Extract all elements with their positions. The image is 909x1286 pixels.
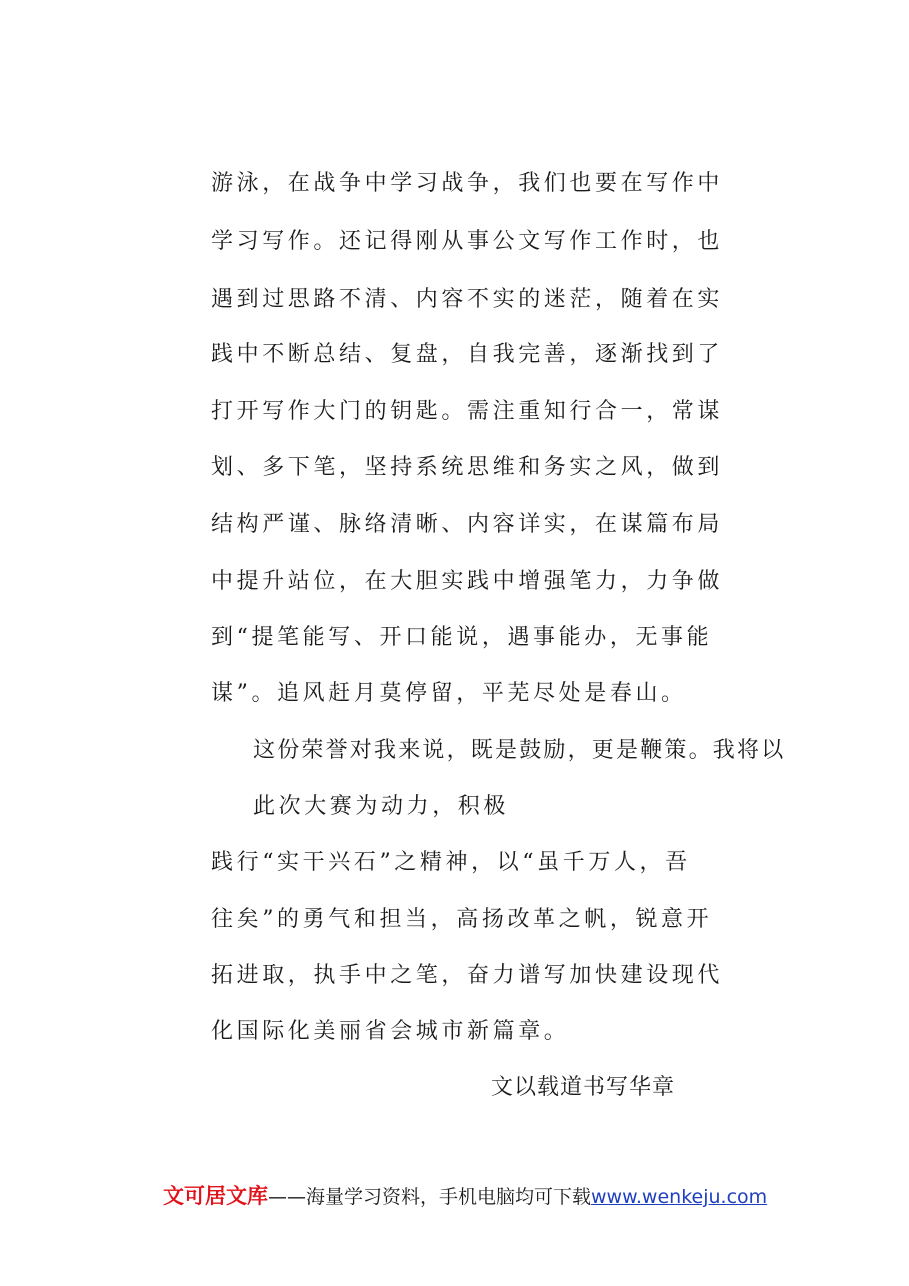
body-line-11: 这份荣誉对我来说，既是鼓励，更是鞭策。我将以 [253, 738, 786, 763]
body-line-14: 往矣”的勇气和担当，高扬改革之帆，锐意开 [211, 907, 713, 932]
body-line-12: 此次大赛为动力，积极 [253, 794, 510, 819]
footer-slogan: ——海量学习资料，手机电脑均可下载 [268, 1186, 592, 1208]
footer-banner [163, 1181, 767, 1212]
body-line-13: 践行“实干兴石”之精神，以“虽千万人，吾 [211, 850, 691, 875]
body-line-3: 遇到过思路不清、内容不实的迷茫，随着在实 [211, 287, 724, 312]
body-line-10: 谋”。追风赶月莫停留，平芜尽处是春山。 [211, 681, 687, 706]
body-line-8: 中提升站位，在大胆实践中增强笔力，力争做 [211, 569, 724, 594]
body-line-15: 拓进取，执手中之笔，奋力谱写加快建设现代 [211, 963, 724, 988]
body-line-9: 到“提笔能写、开口能说，遇事能办，无事能 [211, 625, 713, 650]
body-line-5: 打开写作大门的钥匙。需注重知行合一，常谋 [211, 399, 724, 424]
footer-brand: 文可居文库 [163, 1184, 268, 1208]
signature: 文以载道书写华章 [491, 1075, 676, 1100]
body-line-7: 结构严谨、脉络清晰、内容详实，在谋篇布局 [211, 512, 724, 537]
body-line-4: 践中不断总结、复盘，自我完善，逐渐找到了 [211, 342, 724, 367]
body-line-16: 化国际化美丽省会城市新篇章。 [211, 1019, 570, 1044]
body-line-2: 学习写作。还记得刚从事公文写作工作时，也 [211, 229, 724, 254]
footer-website-link[interactable]: www.wenkeju.com [591, 1186, 768, 1208]
body-line-1: 游泳，在战争中学习战争，我们也要在写作中 [211, 171, 724, 196]
body-line-6: 划、多下笔，坚持系统思维和务实之风，做到 [211, 455, 724, 480]
